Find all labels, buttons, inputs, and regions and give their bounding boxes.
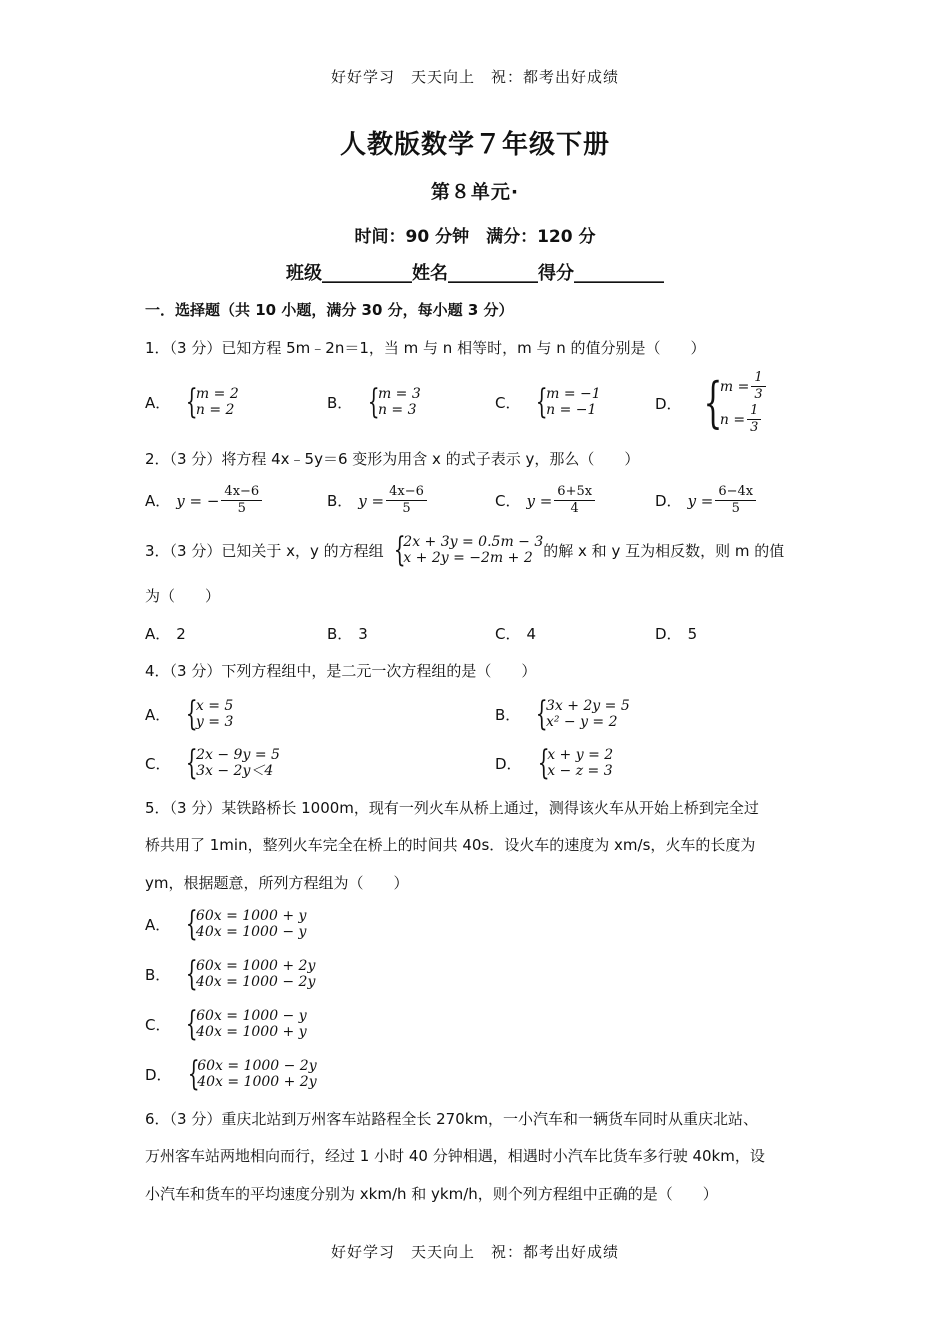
equation: x − z = 3	[547, 763, 613, 779]
fraction-denominator: 5	[402, 501, 411, 516]
equation: x + y = 2	[547, 747, 614, 763]
q5-option-a: A． { 60x = 1000 + y 40x = 1000 − y	[145, 904, 307, 944]
option-letter: B．	[327, 492, 353, 510]
question-5-line-1: 5．（3 分）某铁路桥长 1000m，现有一列火车从桥上通过，测得该火车从开始上桥到完全过	[145, 799, 759, 817]
option-letter: C．	[495, 492, 521, 510]
equation: x + 2y = −2m + 2	[403, 550, 533, 566]
equation: x² − y = 2	[545, 714, 618, 730]
option-letter: D．	[655, 625, 682, 643]
expression-lhs: y =	[526, 491, 553, 510]
fraction-denominator: 5	[237, 501, 246, 516]
q1-option-c: C． { m = −1 n = −1	[495, 382, 601, 422]
equation: y = 3	[195, 714, 234, 730]
equation: 40x = 1000 − y	[195, 924, 307, 940]
equation: 40x = 1000 − 2y	[195, 974, 316, 990]
student-info: 班级__________姓名__________得分__________	[286, 263, 664, 284]
equation: m =	[719, 378, 750, 395]
fraction-numerator: 1	[751, 370, 765, 387]
fraction-numerator: 4x−6	[221, 484, 262, 501]
option-letter: D．	[145, 1065, 172, 1084]
q3-option-b	[327, 623, 368, 644]
q1-option-a: A． { m = 2 n = 2	[145, 382, 239, 422]
q4-option-c: C． { 2x − 9y = 5 3x − 2y＜4	[145, 743, 280, 783]
equation: n = −1	[546, 402, 597, 418]
option-letter: D．	[655, 394, 682, 413]
question-6-line-3: 小汽车和货车的平均速度分别为 xkm/h 和 ykm/h，则个列方程组中正确的是（ ）	[145, 1185, 718, 1203]
q1-option-b: B． { m = 3 n = 3	[327, 382, 421, 422]
question-4-stem: 4．（3 分）下列方程组中，是二元一次方程组的是（ ）	[145, 662, 537, 680]
option-letter: B．	[327, 625, 353, 643]
equation: m = −1	[546, 386, 601, 402]
fraction-numerator: 6+5x	[554, 484, 595, 501]
q2-option-d	[655, 484, 758, 517]
option-letter: D．	[655, 492, 682, 510]
fraction-numerator: 6−4x	[715, 484, 756, 501]
page-footer: 好好学习 天天向上 祝：都考出好成绩	[330, 1243, 619, 1261]
question-text: 的解 x 和 y 互为相反数，则 m 的值	[543, 541, 785, 560]
equation: 60x = 1000 − y	[196, 1008, 307, 1024]
option-text: 4	[526, 624, 537, 643]
q4-option-a: A． { x = 5 y = 3	[145, 694, 234, 734]
question-3-stem: 3．（3 分）已知关于 x，y 的方程组 { 2x + 3y = 0.5m − 3 x + 2y = −2m + 2 的解 x 和 y 互为相反数，则 m 的值	[145, 530, 785, 570]
equation: 60x = 1000 + y	[195, 908, 307, 924]
equation: 3x − 2y＜4	[196, 763, 274, 779]
q3-option-d	[655, 623, 697, 644]
option-letter: A．	[145, 705, 171, 724]
equation: 40x = 1000 + y	[196, 1024, 307, 1040]
option-text: 5	[687, 624, 698, 643]
q2-option-c	[495, 484, 597, 517]
option-letter: A．	[145, 492, 171, 510]
fraction-denominator: 3	[750, 420, 759, 435]
option-letter: C．	[145, 1015, 171, 1034]
option-letter: B．	[495, 705, 521, 724]
q4-option-b: B． { 3x + 2y = 5 x² − y = 2	[495, 694, 630, 734]
section-title: 一．选择题（共 10 小题，满分 30 分，每小题 3 分）	[145, 301, 514, 319]
option-letter: D．	[495, 754, 522, 773]
option-letter: A．	[145, 625, 171, 643]
fraction-numerator: 4x−6	[386, 484, 427, 501]
q3-option-a	[145, 623, 186, 644]
equation: m = 2	[195, 386, 239, 402]
question-2-stem: 2．（3 分）将方程 4x﹣5y＝6 变形为用含 x 的式子表示 y，那么（ ）	[145, 450, 640, 468]
equation: x = 5	[195, 698, 234, 714]
equation: 3x + 2y = 5	[545, 698, 630, 714]
equation: n = 3	[377, 402, 417, 418]
q2-option-a	[145, 484, 264, 517]
option-text: 2	[176, 624, 186, 643]
page-title: 人教版数学７年级下册	[339, 130, 610, 160]
option-letter: A．	[145, 393, 171, 412]
fraction-denominator: 3	[754, 387, 763, 402]
equation: 2x − 9y = 5	[196, 747, 280, 763]
fraction-denominator: 4	[570, 501, 579, 516]
option-letter: B．	[145, 965, 171, 984]
expression-lhs: y = −	[176, 491, 220, 510]
unit-title: 第８单元·	[430, 181, 520, 203]
q4-option-d: D． { x + y = 2 x − z = 3	[495, 743, 614, 783]
equation: n = 2	[195, 402, 235, 418]
option-letter: B．	[327, 393, 353, 412]
equation: 60x = 1000 − 2y	[197, 1058, 317, 1074]
equation: 60x = 1000 + 2y	[195, 958, 316, 974]
q1-option-d: D． { m = $\frac{1}{3}$ n = $\frac{1}{3}$	[655, 370, 768, 436]
equation: 2x + 3y = 0.5m − 3	[403, 534, 544, 550]
question-6-line-2: 万州客车站两地相向而行，经过 1 小时 40 分钟相遇，相遇时小汽车比货车多行驶 40km，设	[145, 1147, 765, 1165]
page-header: 好好学习 天天向上 祝：都考出好成绩	[330, 68, 619, 86]
question-3-stem-end: 为（ ）	[145, 587, 221, 605]
q5-option-d: D． { 60x = 1000 − 2y 40x = 1000 + 2y	[145, 1054, 317, 1094]
q2-option-b	[327, 484, 429, 517]
question-5-line-3: ym，根据题意，所列方程组为（ ）	[145, 874, 409, 892]
equation: m = 3	[377, 386, 421, 402]
question-1-stem: 1．（3 分）已知方程 5m﹣2n＝1，当 m 与 n 相等时，m 与 n 的值分别是（ ）	[145, 339, 706, 357]
question-6-line-1: 6．（3 分）重庆北站到万州客车站路程全长 270km，一小汽车和一辆货车同时从重庆北站、	[145, 1110, 759, 1128]
equation: n =	[719, 411, 746, 428]
fraction-denominator: 5	[731, 501, 740, 516]
equation: 40x = 1000 + 2y	[197, 1074, 317, 1090]
question-text: 3．（3 分）已知关于 x，y 的方程组	[145, 541, 384, 560]
option-text: 3	[358, 624, 368, 643]
q5-option-b: B． { 60x = 1000 + 2y 40x = 1000 − 2y	[145, 954, 316, 994]
question-5-line-2: 桥共用了 1min，整列火车完全在桥上的时间共 40s．设火车的速度为 xm/s，火车的长度为	[145, 836, 756, 854]
option-letter: C．	[145, 754, 171, 773]
time-info: 时间：90 分钟 满分：120 分	[354, 227, 596, 247]
expression-lhs: y =	[687, 491, 714, 510]
option-letter: C．	[495, 393, 521, 412]
q5-option-c: C． { 60x = 1000 − y 40x = 1000 + y	[145, 1004, 307, 1044]
q3-option-c	[495, 623, 536, 644]
option-letter: A．	[145, 915, 171, 934]
fraction-numerator: 1	[747, 403, 761, 420]
expression-lhs: y =	[358, 491, 385, 510]
option-letter: C．	[495, 625, 521, 643]
